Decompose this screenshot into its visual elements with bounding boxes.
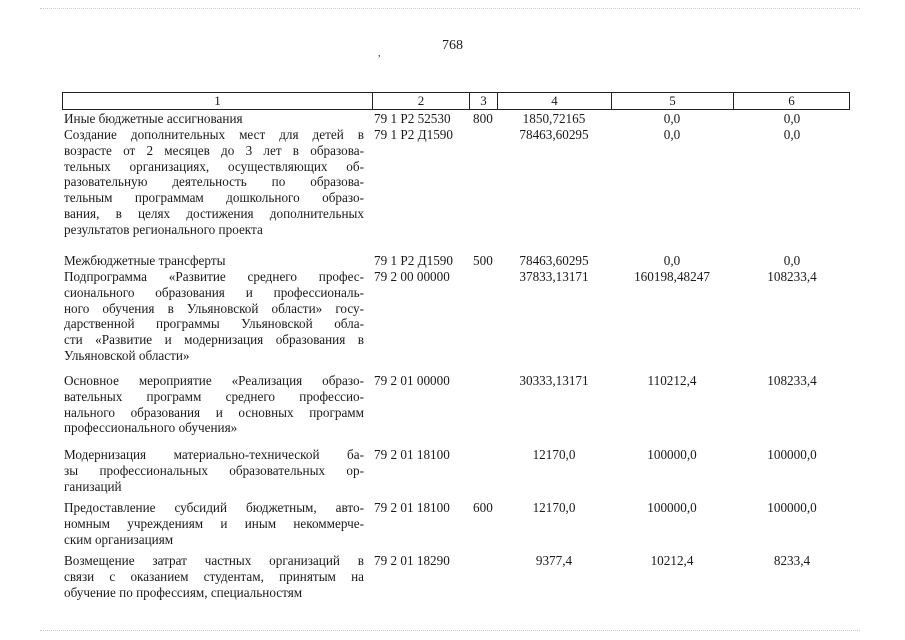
header-col-6: 6 xyxy=(733,93,849,109)
scan-dot: , xyxy=(378,48,381,59)
row-code: 79 2 01 18100 xyxy=(374,447,450,462)
row-value-col5: 10212,4 xyxy=(650,553,694,568)
row-code: 79 2 00 00000 xyxy=(374,269,450,284)
row-value-col5: 100000,0 xyxy=(647,500,697,515)
row-name-line: вания, в целях достижения дополнительных xyxy=(64,205,364,221)
header-col-2: 2 xyxy=(372,93,469,109)
row-name xyxy=(64,373,364,436)
row-name-line: Основное мероприятие «Реализация образо- xyxy=(64,373,364,388)
row-name xyxy=(64,111,364,127)
row-name-line: связи с оказанием студентам, принятым на xyxy=(64,568,364,584)
row-name-line: ного обучения в Ульяновской области» госу- xyxy=(64,300,364,316)
page-number: 768 xyxy=(442,38,463,53)
header-col-5: 5 xyxy=(611,93,733,109)
row-value-col4: 9377,4 xyxy=(535,553,573,568)
row-name-line: Создание дополнительных мест для детей в xyxy=(64,127,364,142)
row-name-line: Модернизация материально-технической ба- xyxy=(64,447,364,462)
row-value-col6: 0,0 xyxy=(783,127,801,142)
row-name-line: сионального образования и профессиональ- xyxy=(64,284,364,300)
row-code: 79 1 Р2 52530 xyxy=(374,111,451,126)
row-value-col6: 100000,0 xyxy=(767,447,817,462)
row-type: 800 xyxy=(473,111,493,126)
row-code: 79 2 01 18100 xyxy=(374,500,450,515)
scan-artifact-bottom xyxy=(40,630,860,632)
row-name-line: результатов регионального проекта xyxy=(64,221,263,237)
header-col-3: 3 xyxy=(469,93,497,109)
row-name xyxy=(64,269,364,364)
row-name-line: возрасте от 2 месяцев до 3 лет в образова- xyxy=(64,142,364,158)
row-value-col5: 0,0 xyxy=(663,111,681,126)
row-value-col4: 12170,0 xyxy=(532,500,576,515)
row-name-line: номным учреждениям и иным некоммерче- xyxy=(64,515,364,531)
row-code: 79 2 01 18290 xyxy=(374,553,450,568)
row-name-line: вательных программ среднего профессио- xyxy=(64,388,364,404)
row-type: 500 xyxy=(473,253,493,268)
row-name-line: разовательную деятельность по образова- xyxy=(64,174,364,190)
row-name-line: ганизаций xyxy=(64,478,122,494)
row-value-col4: 37833,13171 xyxy=(519,269,589,284)
row-name xyxy=(64,127,364,238)
row-value-col6: 108233,4 xyxy=(767,269,817,284)
header-col-1: 1 xyxy=(214,93,221,108)
row-name xyxy=(64,253,364,269)
row-name-line: Ульяновской области» xyxy=(64,347,190,363)
row-name-line: Иные бюджетные ассигнования xyxy=(64,111,243,126)
row-value-col5: 0,0 xyxy=(663,127,681,142)
row-code: 79 1 Р2 Д1590 xyxy=(374,253,453,268)
row-value-col4: 12170,0 xyxy=(532,447,576,462)
row-value-col5: 0,0 xyxy=(663,253,681,268)
row-name-line: Межбюджетные трансферты xyxy=(64,253,226,268)
row-name-line: Подпрограмма «Развитие среднего профес- xyxy=(64,269,364,284)
row-name-line: ским организациям xyxy=(64,531,174,547)
header-col-4: 4 xyxy=(497,93,611,109)
table-header xyxy=(62,92,850,110)
row-value-col6: 0,0 xyxy=(783,111,801,126)
row-value-col4: 78463,60295 xyxy=(519,127,589,142)
row-value-col5: 100000,0 xyxy=(647,447,697,462)
row-code: 79 1 Р2 Д1590 xyxy=(374,127,453,142)
row-name-line: тельных организациях, осуществляющих об- xyxy=(64,158,364,174)
row-name-line: обучение по профессиям, специальностям xyxy=(64,584,303,600)
row-value-col4: 30333,13171 xyxy=(519,373,589,388)
row-name-line: тельным программам дошкольного образо- xyxy=(64,190,364,206)
row-name-line: нального образования и основных программ xyxy=(64,404,364,420)
row-name-line: Предоставление субсидий бюджетным, авто- xyxy=(64,500,364,515)
row-name xyxy=(64,500,364,547)
row-value-col4: 78463,60295 xyxy=(519,253,589,268)
row-name-line: Возмещение затрат частных организаций в xyxy=(64,553,364,568)
row-type: 600 xyxy=(473,500,493,515)
row-value-col6: 8233,4 xyxy=(773,553,811,568)
row-value-col4: 1850,72165 xyxy=(522,111,586,126)
scan-artifact-top xyxy=(40,8,860,10)
row-name-line: зы профессиональных образовательных ор- xyxy=(64,462,364,478)
row-name xyxy=(64,553,364,600)
row-value-col5: 160198,48247 xyxy=(634,269,710,284)
row-value-col6: 0,0 xyxy=(783,253,801,268)
row-value-col6: 108233,4 xyxy=(767,373,817,388)
row-name-line: сти «Развитие и модернизация образования в xyxy=(64,332,364,348)
row-code: 79 2 01 00000 xyxy=(374,373,450,388)
row-name-line: профессионального обучения» xyxy=(64,420,238,436)
row-name xyxy=(64,447,364,494)
row-value-col5: 110212,4 xyxy=(647,373,697,388)
row-value-col6: 100000,0 xyxy=(767,500,817,515)
row-name-line: дарственной программы Ульяновской обла- xyxy=(64,316,364,332)
